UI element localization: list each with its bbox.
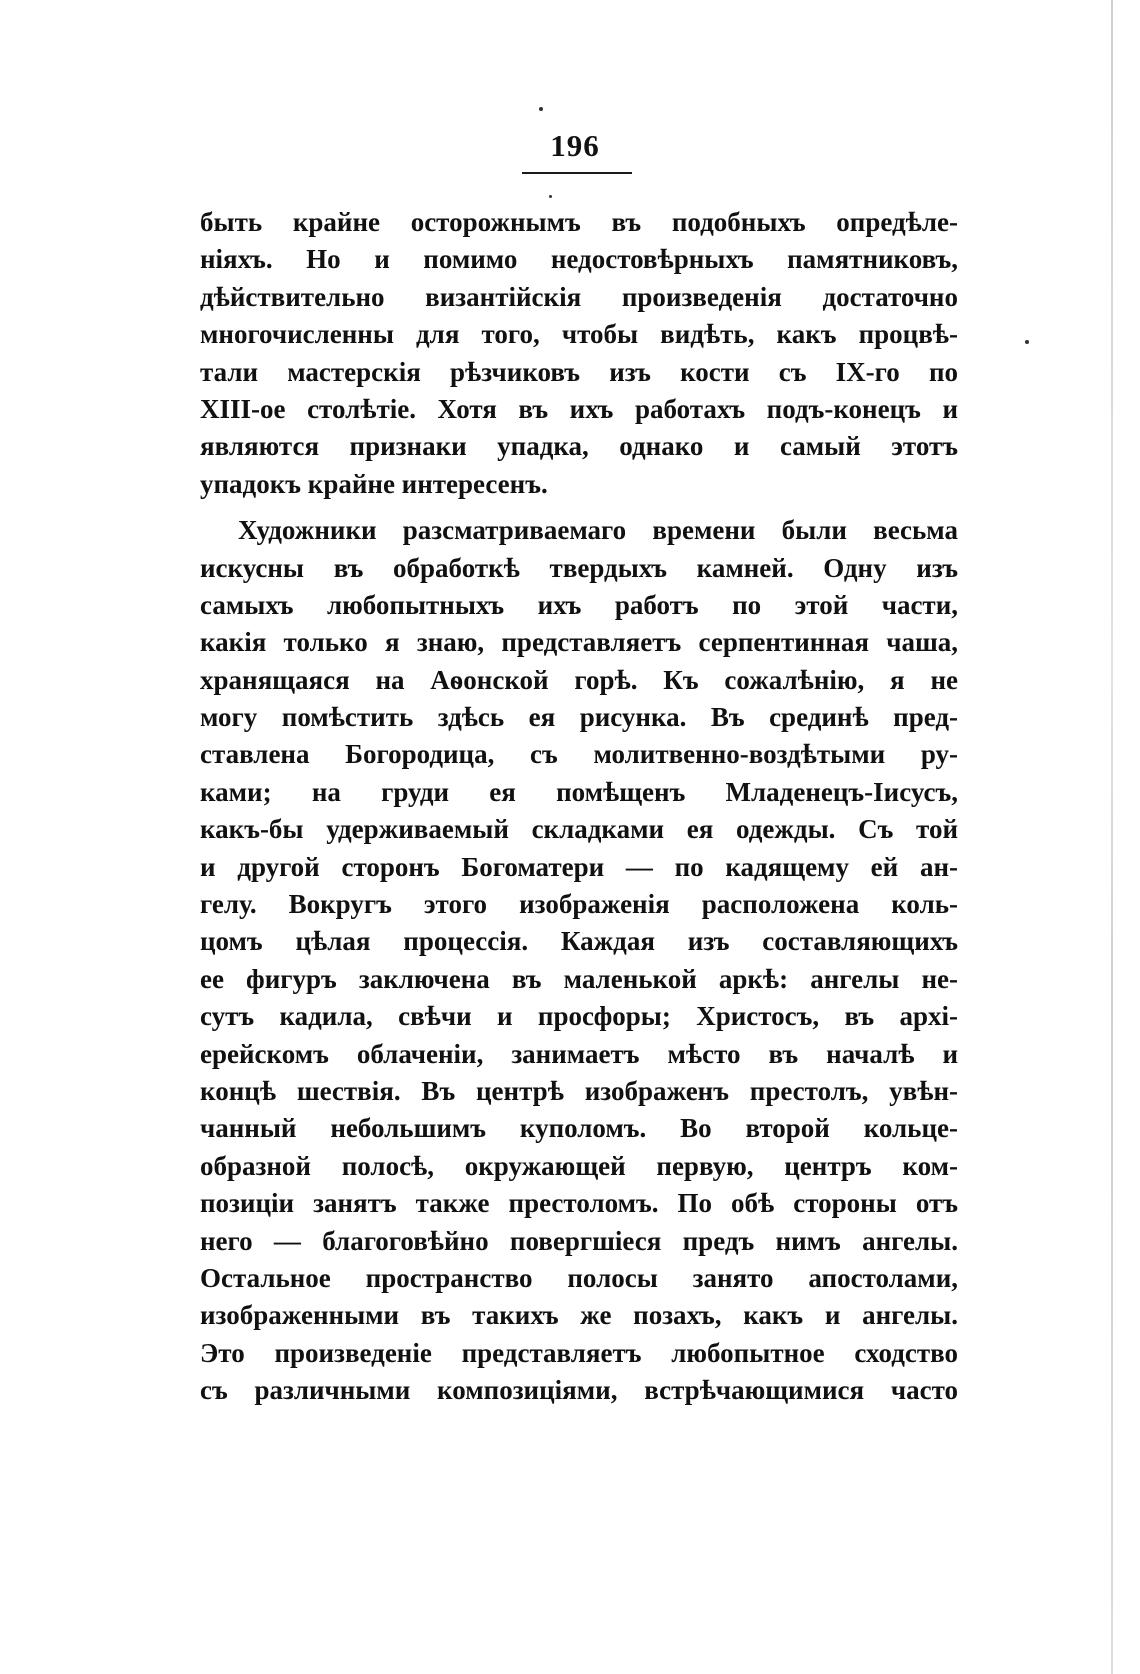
text-line: хранящаяся на Аѳонской горѣ. Къ сожалѣнію, я не xyxy=(200,664,958,695)
text-line: дѣйствительно византійскія произведенія достаточно xyxy=(200,281,958,312)
paragraph-2 xyxy=(200,512,958,1409)
page-number: 196 xyxy=(550,128,600,163)
text-line: могу помѣстить здѣсь ея рисунка. Въ срединѣ пред- xyxy=(200,702,958,733)
text-line: изображенными въ такихъ же позахъ, какъ и ангелы. xyxy=(200,1300,958,1331)
text-line: какъ-бы удерживаемый складками ея одежды. Съ той xyxy=(200,814,958,845)
text-line: сутъ кадила, свѣчи и просфоры; Христосъ, въ архі- xyxy=(200,1001,958,1032)
text-line: многочисленны для того, чтобы видѣть, какъ процвѣ- xyxy=(200,319,958,350)
text-line: самыхъ любопытныхъ ихъ работъ по этой части, xyxy=(200,589,958,620)
text-line: тали мастерскія рѣзчиковъ изъ кости съ IX-го по xyxy=(200,356,958,387)
text-line: являются признаки упадка, однако и самый этотъ xyxy=(200,431,958,462)
text-line: быть крайне осторожнымъ въ подобныхъ опредѣле- xyxy=(200,207,958,237)
text-line: ее фигуръ заключена въ маленькой аркѣ: ангелы не- xyxy=(200,963,958,994)
text-line: гелу. Вокругъ этого изображенія расположена коль- xyxy=(200,889,958,920)
paragraph-gap xyxy=(200,503,958,512)
text-line: упадокъ крайне интересенъ. xyxy=(200,468,548,499)
text-line: ерейскомъ облаченіи, занимаетъ мѣсто въ началѣ и xyxy=(200,1038,958,1069)
text-line: ставлена Богородица, съ молитвенно-воздѣтыми ру- xyxy=(200,739,958,770)
text-line: и другой сторонъ Богоматери — по кадящему ей ан- xyxy=(200,851,958,882)
text-line: XIII-ое столѣтіе. Хотя въ ихъ работахъ подъ-конецъ и xyxy=(200,393,958,424)
text-line: образной полосѣ, окружающей первую, центръ ком- xyxy=(200,1150,958,1181)
text-line: съ различными композиціями, встрѣчающимися часто xyxy=(200,1375,958,1406)
text-line: Остальное пространство полосы занято апостолами, xyxy=(200,1262,958,1293)
text-line: искусны въ обработкѣ твердыхъ камней. Одну изъ xyxy=(200,552,958,583)
text-line: какія только я знаю, представляетъ серпентинная чаша, xyxy=(200,627,958,658)
scan-edge-line xyxy=(1111,0,1113,1674)
text-line: цомъ цѣлая процессія. Каждая изъ составляющихъ xyxy=(200,926,958,957)
scan-speck xyxy=(539,107,543,111)
text-line: ками; на груди ея помѣщенъ Младенецъ-Іисусъ, xyxy=(200,776,958,807)
paragraph-1 xyxy=(200,204,958,503)
text-line: Художники разсматриваемаго времени были весьма xyxy=(238,515,958,546)
scan-speck xyxy=(1025,340,1029,344)
text-line: него — благоговѣйно повергшіеся предъ нимъ ангелы. xyxy=(200,1225,958,1256)
body-text xyxy=(200,204,958,1410)
text-line: позиціи занятъ также престоломъ. По обѣ стороны отъ xyxy=(200,1188,958,1219)
page-number-rule xyxy=(522,172,632,174)
text-line: концѣ шествія. Въ центрѣ изображенъ престолъ, увѣн- xyxy=(200,1075,958,1106)
text-line: чанный небольшимъ куполомъ. Во второй кольце- xyxy=(200,1113,958,1144)
text-line: ніяхъ. Но и помимо недостовѣрныхъ памятниковъ, xyxy=(200,244,958,275)
scan-speck xyxy=(549,195,552,198)
text-line: Это произведеніе представляетъ любопытное сходство xyxy=(200,1337,958,1368)
